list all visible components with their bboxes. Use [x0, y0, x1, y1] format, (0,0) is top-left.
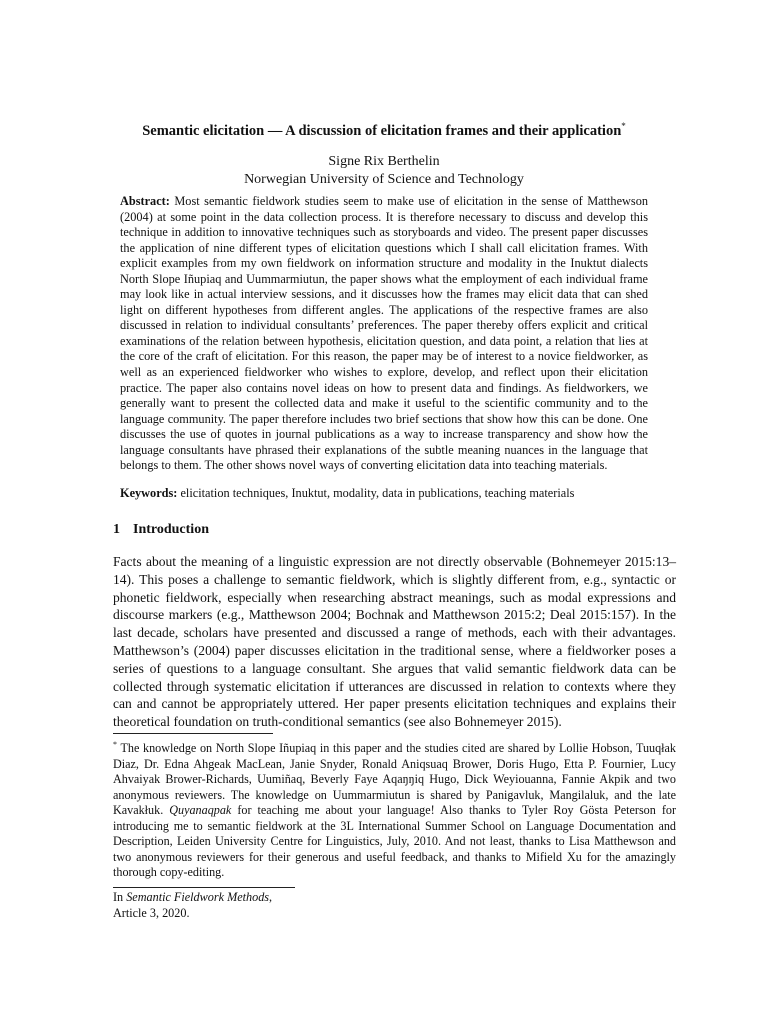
author-name: Signe Rix Berthelin — [328, 154, 440, 169]
title-footnote-mark: * — [621, 121, 626, 131]
section-title: Introduction — [133, 522, 209, 537]
keywords-label: Keywords: — [120, 486, 178, 500]
section-number: 1 — [113, 522, 120, 537]
publication-info — [113, 889, 272, 921]
abstract — [120, 194, 648, 474]
paper-title — [100, 117, 668, 140]
footnote-text-1: The knowledge on North Slope Iñupiaq in this paper and the studies cited are shared by Lollie Hobson, Tuuqłak Diaz, Dr. Edna Ahgeak MacLean, Janie Snyder, Ronald Aniqsuaq Brower, Doris Hugo, Etta P. Fournier, Lucy Ahvaiyak Brower-Richards, Uumiñaq, Beverly Faye Aqaŋŋiq Hugo, Dick Weyiouanna, Fannie Akpik and two anonymous reviewers. The knowledge on Uummarmiutun is shared by Panigavluk, Mangilaluk, and the late Kavakłuk. — [113, 741, 676, 818]
keywords-text: elicitation techniques, Inuktut, modality, data in publications, teaching materials — [180, 486, 575, 500]
keywords — [120, 485, 648, 501]
footnote-mark: * — [113, 740, 117, 749]
section-heading — [113, 521, 209, 539]
abstract-label: Abstract: — [120, 194, 170, 208]
author-block — [100, 153, 668, 189]
publication-prefix: In — [113, 890, 124, 904]
abstract-text: Most semantic fieldwork studies seem to make use of elicitation in the sense of Matthewson (2004) at some point in the data collection process. It is therefore necessary to discuss and develop this technique in addition to innovative techniques such as storyboards and video. The present paper discusses the application of nine different types of elicitation questions which I shall call elicitation frames. With explicit examples from my own fieldwork on information structure and modality in the Inuktut dialects North Slope Iñupiaq and Uummarmiutun, the paper shows what the employment of each individual frame may look like in actual interview sessions, and it discusses how the frames may elicit data that can shed light on different hypotheses from different angles. The applications of the respective frames are also discussed in relation to individual consultants’ preferences. The paper thereby offers explicit and critical examinations of the relation between hypothesis, elicitation question, and data point, a relation that lies at the core of the craft of elicitation. For this reason, the paper may be of interest to a novice fieldworker, as well as an experienced fieldworker who wishes to explore, develop, and reflect upon their elicitation practice. The paper also contains novel ideas on how to present data and findings. As fieldworkers, we generally want to present the collected data and make it useful to the scientific community and to the language community. The paper therefore includes two brief sections that show how this can be done. One discusses the use of quotes in journal publications as a way to increase transparency and show how the language consultants have phrased their explanations of the subtle meaning nuances in the language that belongs to them. The other shows novel ways of converting elicitation data into teaching materials. — [120, 194, 648, 473]
footnote-italic: Quyanaqpak — [169, 803, 232, 818]
footnote — [113, 737, 676, 881]
author-affiliation: Norwegian University of Science and Technology — [244, 172, 524, 187]
body-paragraph: Facts about the meaning of a linguistic expression are not directly observable (Bohnemeyer 2015:13–14). This poses a challenge to semantic fieldwork, which is slightly different from, e.g., syntactic or phonetic fieldwork, especially when researching abstract meanings, such as modal expressions and discourse markers (e.g., Matthewson 2004; Bochnak and Matthewson 2015:2; Deal 2015:157). In the last decade, scholars have presented and discussed a range of methods, each with their advantages. Matthewson’s (2004) paper discusses elicitation in the traditional sense, where a fieldworker poses a series of questions to a language consultant. She argues that valid semantic fieldwork data can be collected through systematic elicitation if utterances are discussed in relation to contexts where they can and cannot be appropriately uttered. Her paper presents elicitation techniques and explains their theoretical foundation on truth-conditional semantics (see also Bohnemeyer 2015). — [113, 554, 676, 730]
paper-title-text: Semantic elicitation — A discussion of elicitation frames and their application — [142, 122, 622, 139]
footnote-rule — [113, 733, 273, 734]
publication-rule — [113, 887, 295, 888]
publication-venue-suffix: , — [269, 890, 273, 904]
publication-venue: Semantic Fieldwork Methods — [126, 890, 270, 904]
footnote-text-2: for teaching me about your language! Also thanks to Tyler Roy Gösta Peterson for introducing me to semantic fieldwork at the 3L International Summer School on Language Documentation and Description, Leiden University Centre for Linguistics, July, 2010. And not least, thanks to Lisa Matthewson and two anonymous reviewers for their generous and useful feedback, and thanks to Mifield Xu for the amazingly thorough copy-editing. — [113, 803, 676, 880]
publication-article: Article 3, 2020. — [113, 906, 190, 920]
publication-venue-line — [113, 889, 272, 905]
